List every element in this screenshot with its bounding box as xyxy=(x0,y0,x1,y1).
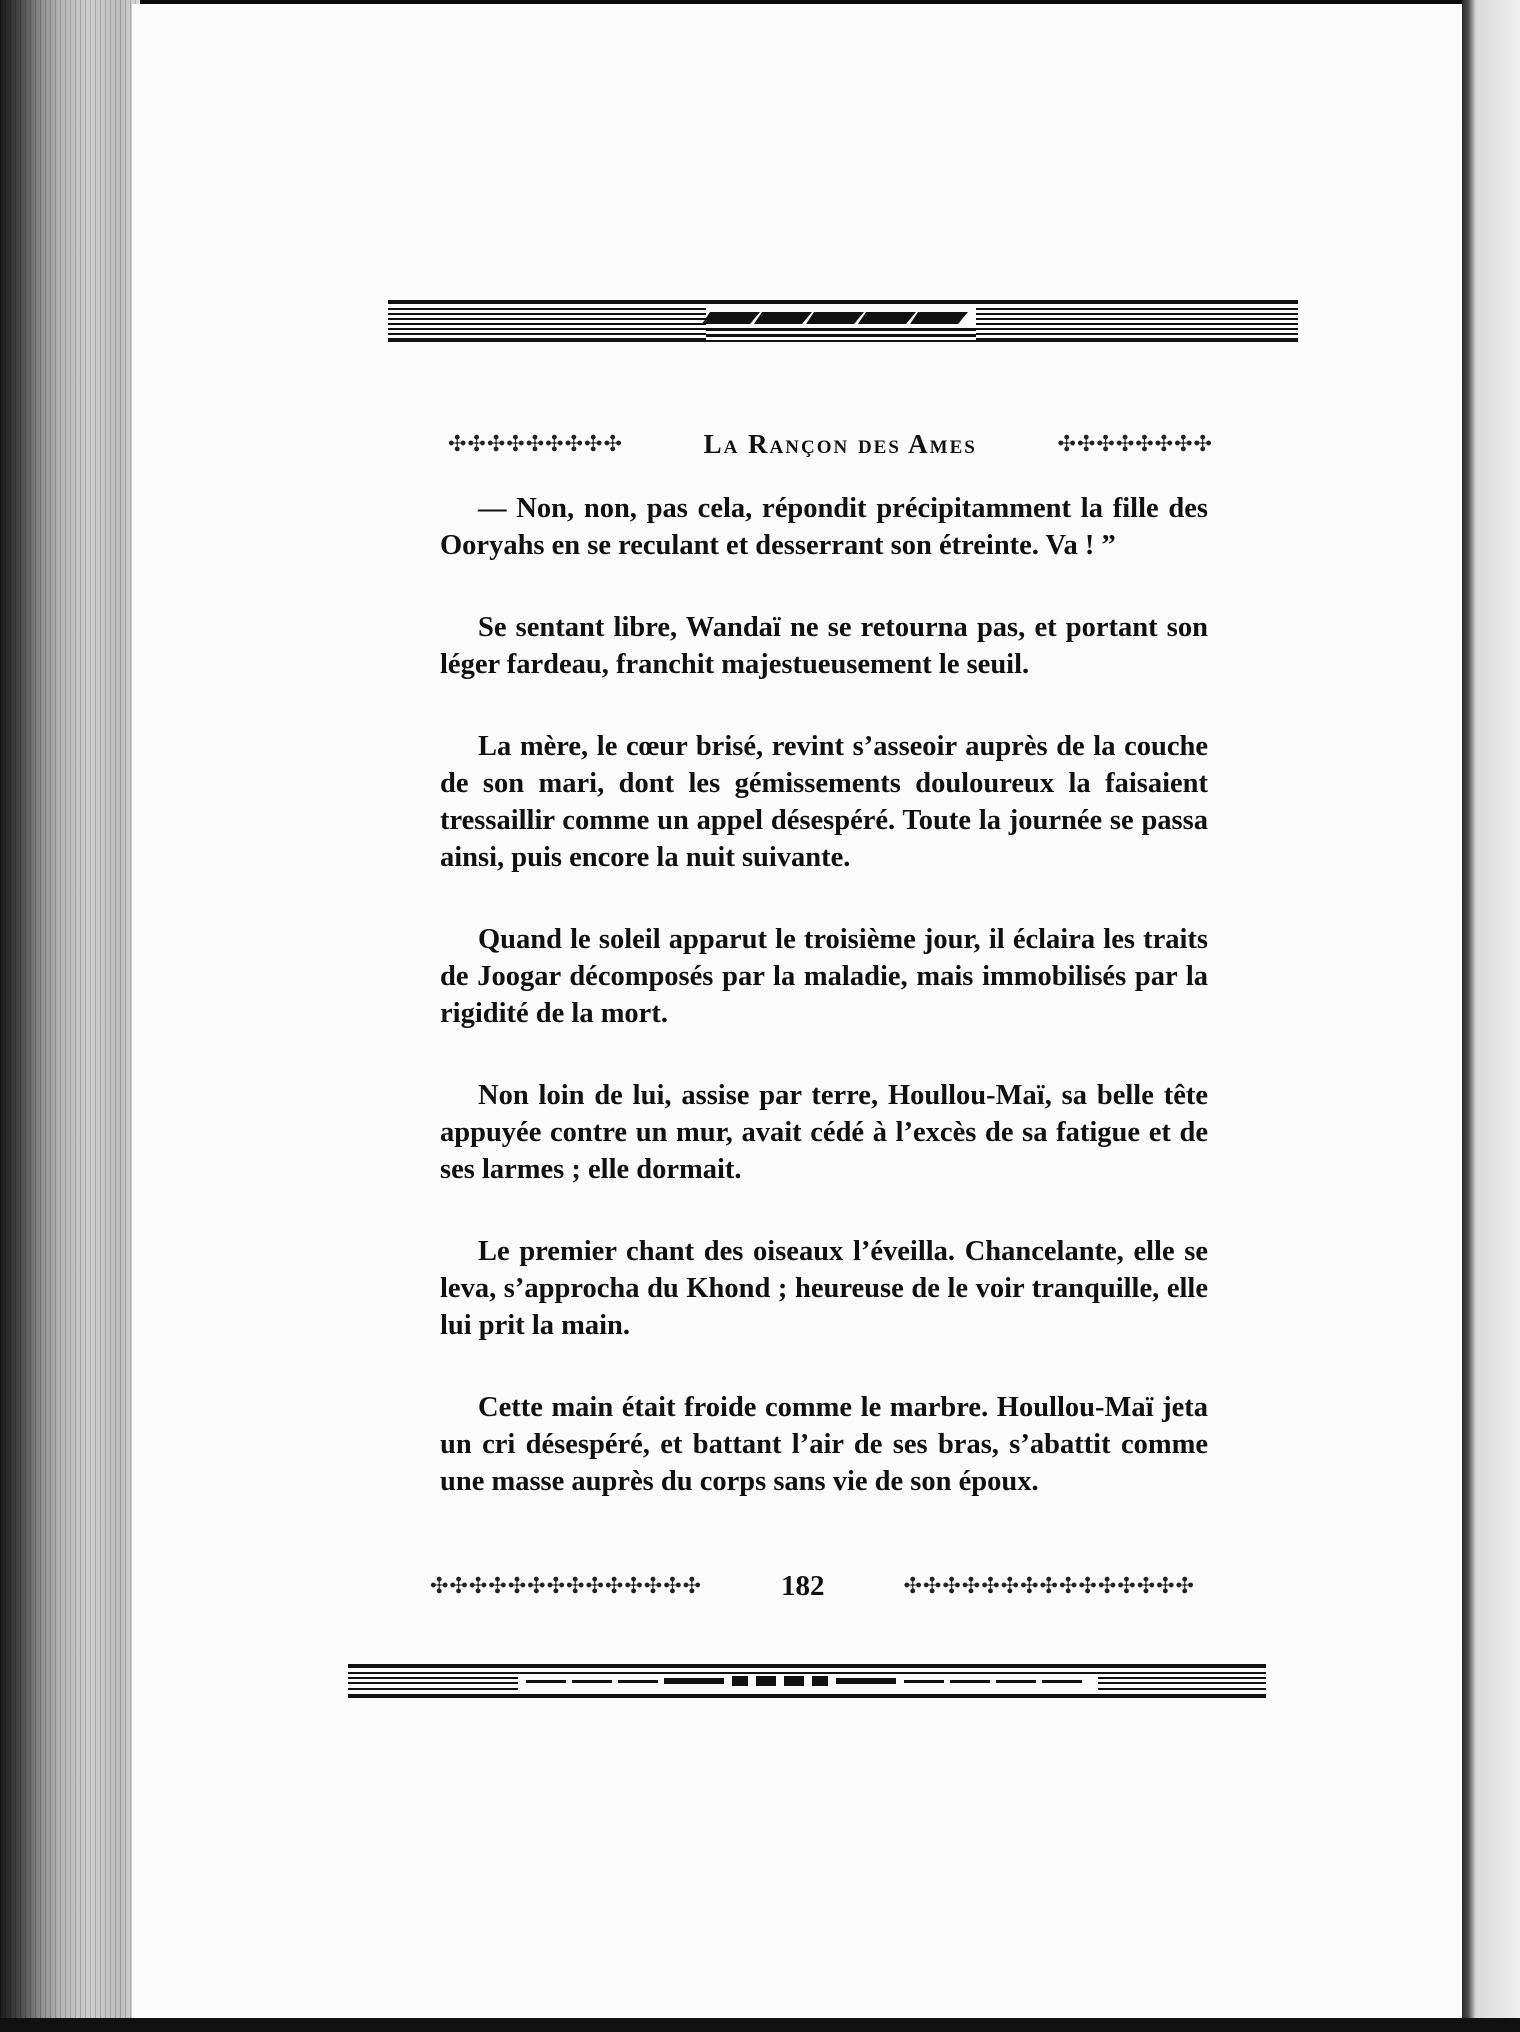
top-ornamental-rule xyxy=(388,298,1298,346)
running-header xyxy=(448,424,1213,464)
paragraph: Cette main était froide comme le marbre. Houllou-Maï jeta un cri désespéré, et battant l’air de ses bras, s’abattit comme une masse auprès du corps sans vie de son époux. xyxy=(440,1392,1208,1497)
footer-ornament-left: ✣✣✣✣✣✣✣✣✣✣✣✣✣✣ xyxy=(430,1573,703,1598)
page-footer xyxy=(430,1566,1195,1606)
paragraph: Non loin de lui, assise par terre, Houllou-Maï, sa belle tête appuyée contre un mur, avait cédé à l’excès de sa fatigue et de ses larmes ; elle dormait. xyxy=(440,1080,1208,1185)
header-ornament-right: ✣✣✣✣✣✣✣✣ xyxy=(1057,431,1213,456)
paragraph: Le premier chant des oiseaux l’éveilla. Chancelante, elle se leva, s’approcha du Khond ; heureuse de le voir tranquille, elle lui prit la main. xyxy=(440,1236,1208,1341)
footer-ornament-right: ✣✣✣✣✣✣✣✣✣✣✣✣✣✣✣ xyxy=(903,1573,1195,1598)
scan-bottom-border xyxy=(0,2018,1520,2032)
paragraph: La mère, le cœur brisé, revint s’asseoir auprès de la couche de son mari, dont les gémissements douloureux la faisaient tressaillir comme un appel désespéré. Toute la journée se passa ainsi, puis encore la nuit suivante. xyxy=(440,731,1208,873)
running-title: La Rançon des Ames xyxy=(703,428,977,459)
paragraph: — Non, non, pas cela, répondit précipitamment la fille des Ooryahs en se reculant et desserrant son étreinte. Va ! ” xyxy=(440,493,1208,561)
paragraph: Quand le soleil apparut le troisième jour, il éclaira les traits de Joogar décomposés par la maladie, mais immobilisés par la rigidité de la mort. xyxy=(440,924,1208,1029)
book-page-edges xyxy=(0,0,140,2032)
facing-page-edge xyxy=(1462,0,1520,2032)
paragraph: Se sentant libre, Wandaï ne se retourna pas, et portant son léger fardeau, franchit majestueusement le seuil. xyxy=(440,612,1208,680)
bottom-ornamental-rule xyxy=(348,1662,1266,1704)
page-number: 182 xyxy=(781,1569,825,1602)
header-ornament-left: ✣✣✣✣✣✣✣✣✣ xyxy=(448,431,623,456)
body-text xyxy=(440,490,1208,1545)
